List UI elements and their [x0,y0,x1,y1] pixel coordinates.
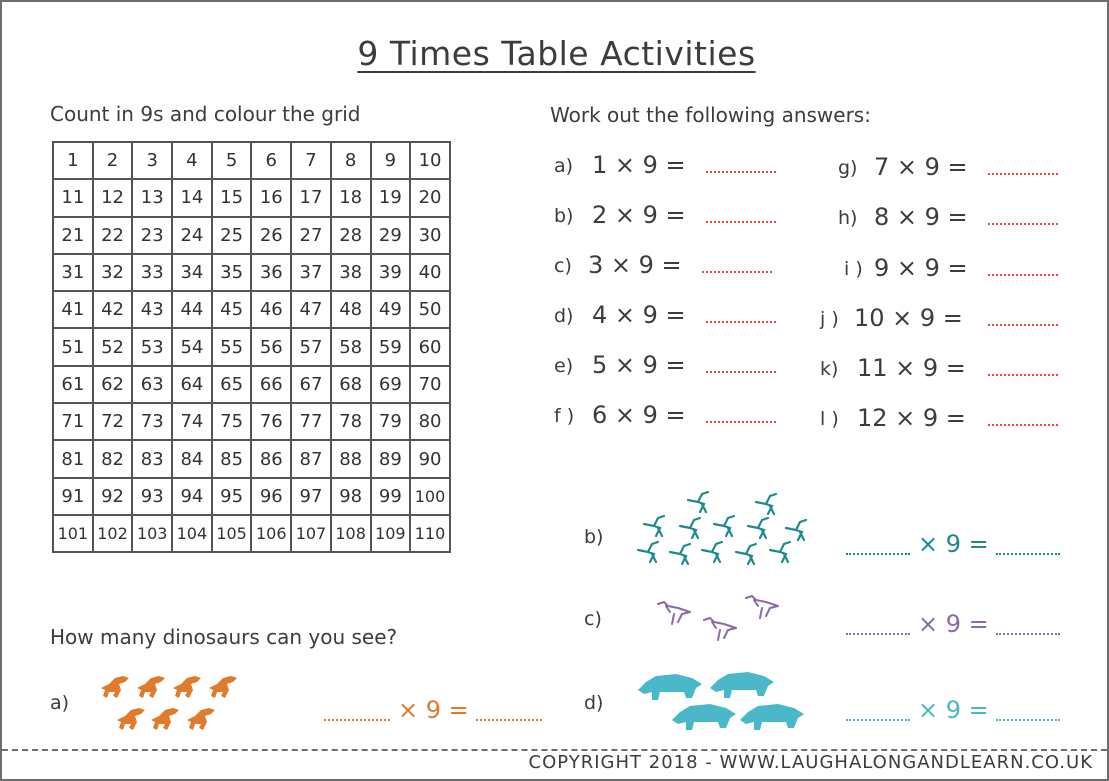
grid-cell[interactable]: 82 [93,440,133,477]
grid-row [53,328,450,365]
grid-cell[interactable]: 28 [331,217,371,254]
theropod-icon [704,618,736,640]
grid-cell[interactable]: 94 [172,478,212,515]
equation-expression: 2 × 9 = [592,201,686,229]
answer-blank[interactable] [996,632,1060,635]
grid-row [53,254,450,291]
grid-cell[interactable]: 45 [212,291,252,328]
grid-cell[interactable]: 19 [371,179,411,216]
answer-blank[interactable] [706,220,776,223]
grid-cell[interactable]: 106 [251,515,291,552]
equation-f [554,397,784,429]
ornithomimus-icon [638,542,658,562]
grid-cell[interactable]: 95 [212,478,252,515]
grid-cell[interactable]: 98 [331,478,371,515]
grid-cell[interactable]: 86 [251,440,291,477]
grid-cell[interactable]: 9 [371,142,411,179]
number-grid [52,141,451,553]
ornithomimus-icon [736,544,756,564]
equation-expression: 8 × 9 = [874,203,968,231]
equation-i [838,250,1068,282]
grid-cell[interactable]: 44 [172,291,212,328]
grid-instruction: Count in 9s and colour the grid [50,102,361,126]
count-blank[interactable] [846,718,910,721]
equation-label: f ) [554,405,575,427]
grid-cell[interactable]: 89 [371,440,411,477]
grid-cell[interactable]: 109 [371,515,411,552]
answer-blank[interactable] [988,323,1058,326]
grid-cell[interactable]: 108 [331,515,371,552]
grid-cell[interactable]: 59 [371,328,411,365]
grid-cell[interactable]: 84 [172,440,212,477]
equation-g [838,149,1068,181]
equation-label: e) [554,355,574,377]
grid-row [53,478,450,515]
raptor-icon [117,708,145,730]
grid-cell[interactable]: 14 [172,179,212,216]
grid-cell[interactable]: 16 [251,179,291,216]
grid-cell[interactable]: 47 [291,291,331,328]
grid-cell[interactable]: 23 [132,217,172,254]
grid-cell[interactable]: 77 [291,403,331,440]
count-blank[interactable] [846,632,910,635]
answer-blank[interactable] [988,273,1058,276]
grid-cell[interactable]: 17 [291,179,331,216]
grid-cell[interactable]: 75 [212,403,252,440]
equation-a [554,147,784,179]
grid-cell[interactable]: 93 [132,478,172,515]
grid-cell[interactable]: 1 [53,142,93,179]
grid-cell[interactable]: 12 [93,179,133,216]
raptor-icon [137,676,165,698]
grid-cell[interactable]: 96 [251,478,291,515]
grid-row [53,142,450,179]
equation-expression: 1 × 9 = [592,151,686,179]
equation-label: l ) [820,408,839,430]
grid-cell[interactable]: 53 [132,328,172,365]
grid-cell[interactable]: 18 [331,179,371,216]
page-title: 9 Times Table Activities [357,34,756,73]
equation-label: h) [838,207,858,229]
answer-blank[interactable] [988,222,1058,225]
grid-cell[interactable]: 100 [410,478,450,515]
grid-cell[interactable]: 55 [212,328,252,365]
theropod-icon-group [654,592,786,648]
grid-cell[interactable]: 52 [93,328,133,365]
grid-cell[interactable]: 107 [291,515,331,552]
grid-cell[interactable]: 74 [172,403,212,440]
grid-cell[interactable]: 64 [172,366,212,403]
equation-label: c) [554,255,572,277]
grid-cell[interactable]: 68 [331,366,371,403]
grid-cell[interactable]: 103 [132,515,172,552]
grid-cell[interactable]: 72 [93,403,133,440]
grid-cell[interactable]: 105 [212,515,252,552]
ankylosaurus-icon [638,674,702,700]
grid-cell[interactable]: 67 [291,366,331,403]
grid-row [53,179,450,216]
theropod-icon [746,596,778,618]
ankylosaurus-icons [638,672,804,730]
raptor-icon [187,708,215,730]
ornithomimus-icon [644,516,664,536]
theropod-icons [658,596,778,640]
grid-cell[interactable]: 104 [172,515,212,552]
raptor-icon [173,676,201,698]
grid-cell[interactable]: 3 [132,142,172,179]
grid-cell[interactable]: 35 [212,254,252,291]
equation-k [820,350,1070,382]
ornithomimus-icon [770,542,790,562]
equation-expression: 12 × 9 = [857,404,966,432]
grid-cell[interactable]: 78 [331,403,371,440]
ornithomimus-icon [702,542,722,562]
raptor-icon-group [97,672,247,742]
grid-cell[interactable]: 25 [212,217,252,254]
grid-cell[interactable]: 48 [331,291,371,328]
multiply-label: × 9 = [918,696,989,724]
grid-cell[interactable]: 101 [53,515,93,552]
equation-expression: 11 × 9 = [857,354,966,382]
grid-cell[interactable]: 13 [132,179,172,216]
grid-cell[interactable]: 31 [53,254,93,291]
equation-label: i ) [844,258,863,280]
equation-expression: 5 × 9 = [592,351,686,379]
grid-cell[interactable]: 40 [410,254,450,291]
answer-blank[interactable] [706,170,776,173]
ankylosaurus-icon [710,672,774,698]
ornithomimus-icon [680,518,700,538]
grid-cell[interactable]: 38 [331,254,371,291]
grid-row [53,366,450,403]
equation-label: g) [838,157,858,179]
equation-c [554,247,784,279]
grid-row [53,403,450,440]
answers-instruction: Work out the following answers: [550,103,871,127]
grid-cell[interactable]: 24 [172,217,212,254]
equation-expression: 9 × 9 = [874,254,968,282]
grid-cell[interactable]: 73 [132,403,172,440]
grid-cell[interactable]: 21 [53,217,93,254]
grid-cell[interactable]: 92 [93,478,133,515]
answer-blank[interactable] [996,718,1060,721]
grid-cell[interactable]: 11 [53,179,93,216]
grid-cell[interactable]: 29 [371,217,411,254]
grid-cell[interactable]: 66 [251,366,291,403]
grid-cell[interactable]: 91 [53,478,93,515]
grid-cell[interactable]: 22 [93,217,133,254]
raptor-icons [101,676,237,730]
ornithomimus-icon [756,494,776,514]
grid-cell[interactable]: 87 [291,440,331,477]
answer-blank[interactable] [702,270,772,273]
footer-divider [2,749,1107,751]
grid-cell[interactable]: 36 [251,254,291,291]
answer-blank[interactable] [988,373,1058,376]
count-blank[interactable] [846,552,910,555]
equation-j [820,300,1070,332]
grid-cell[interactable]: 39 [371,254,411,291]
answer-blank[interactable] [706,370,776,373]
grid-cell[interactable]: 34 [172,254,212,291]
raptor-icon [101,676,129,698]
grid-cell[interactable]: 20 [410,179,450,216]
ornithomimus-icons [638,492,806,564]
ornithomimus-icon [670,544,690,564]
copyright-text: COPYRIGHT 2018 - WWW.LAUGHALONGANDLEARN.CO.UK [528,752,1093,773]
grid-cell[interactable]: 79 [371,403,411,440]
ankylosaurus-icon [740,704,804,730]
grid-cell[interactable]: 8 [331,142,371,179]
grid-cell[interactable]: 80 [410,403,450,440]
grid-cell[interactable]: 71 [53,403,93,440]
grid-cell[interactable]: 7 [291,142,331,179]
grid-cell[interactable]: 42 [93,291,133,328]
equation-b [554,197,784,229]
ankylosaurus-icon [672,704,736,730]
grid-cell[interactable]: 110 [410,515,450,552]
grid-cell[interactable]: 69 [371,366,411,403]
grid-cell[interactable]: 26 [251,217,291,254]
ornithomimus-icon [786,520,806,540]
grid-cell[interactable]: 81 [53,440,93,477]
grid-cell[interactable]: 56 [251,328,291,365]
dinosaur-instruction: How many dinosaurs can you see? [50,625,398,649]
grid-cell[interactable]: 51 [53,328,93,365]
grid-cell[interactable]: 85 [212,440,252,477]
equation-h [838,199,1068,231]
raptor-icon [151,708,179,730]
multiply-label: × 9 = [918,530,989,558]
dinosaur-row-label: d) [584,692,604,714]
dinosaur-row-label: a) [50,692,70,714]
equation-expression: 10 × 9 = [854,304,963,332]
grid-cell[interactable]: 65 [212,366,252,403]
ankylosaurus-icon-group [634,668,810,736]
grid-cell[interactable]: 60 [410,328,450,365]
grid-cell[interactable]: 27 [291,217,331,254]
equation-d [554,297,784,329]
dinosaur-row-label: b) [584,526,604,548]
grid-cell[interactable]: 10 [410,142,450,179]
equation-label: b) [554,205,574,227]
theropod-icon [658,602,690,624]
grid-cell[interactable]: 99 [371,478,411,515]
count-blank[interactable] [324,718,390,721]
grid-row [53,291,450,328]
grid-cell[interactable]: 97 [291,478,331,515]
equation-e [554,347,784,379]
grid-cell[interactable]: 43 [132,291,172,328]
answer-blank[interactable] [476,718,542,721]
grid-cell[interactable]: 102 [93,515,133,552]
answer-blank[interactable] [988,423,1058,426]
grid-cell[interactable]: 30 [410,217,450,254]
multiply-label: × 9 = [918,610,989,638]
grid-cell[interactable]: 15 [212,179,252,216]
grid-cell[interactable]: 46 [251,291,291,328]
grid-row [53,440,450,477]
grid-cell[interactable]: 32 [93,254,133,291]
equation-label: j ) [820,308,839,330]
equation-expression: 3 × 9 = [588,251,682,279]
grid-cell[interactable]: 4 [172,142,212,179]
grid-cell[interactable]: 49 [371,291,411,328]
grid-cell[interactable]: 63 [132,366,172,403]
dinosaur-row-label: c) [584,608,602,630]
grid-cell[interactable]: 54 [172,328,212,365]
answer-blank[interactable] [996,552,1060,555]
grid-cell[interactable]: 61 [53,366,93,403]
grid-cell[interactable]: 58 [331,328,371,365]
ornithomimus-icon [748,518,768,538]
equation-expression: 4 × 9 = [592,301,686,329]
grid-cell[interactable]: 88 [331,440,371,477]
grid-cell[interactable]: 5 [212,142,252,179]
grid-row [53,217,450,254]
grid-cell[interactable]: 37 [291,254,331,291]
answer-blank[interactable] [706,320,776,323]
grid-cell[interactable]: 41 [53,291,93,328]
grid-cell[interactable]: 2 [93,142,133,179]
equation-label: d) [554,305,574,327]
grid-cell[interactable]: 50 [410,291,450,328]
answer-blank[interactable] [988,172,1058,175]
multiply-label: × 9 = [398,696,469,724]
ornithomimus-icon-group [634,488,816,572]
grid-cell[interactable]: 62 [93,366,133,403]
grid-cell[interactable]: 6 [251,142,291,179]
grid-cell[interactable]: 90 [410,440,450,477]
equation-l [820,400,1070,432]
ornithomimus-icon [714,516,734,536]
grid-cell[interactable]: 70 [410,366,450,403]
equation-expression: 7 × 9 = [874,153,968,181]
answer-blank[interactable] [706,420,776,423]
grid-cell[interactable]: 83 [132,440,172,477]
ornithomimus-icon [688,492,708,512]
equation-expression: 6 × 9 = [592,401,686,429]
grid-cell[interactable]: 33 [132,254,172,291]
grid-cell[interactable]: 76 [251,403,291,440]
equation-label: k) [820,358,839,380]
grid-row [53,515,450,552]
grid-cell[interactable]: 57 [291,328,331,365]
equation-label: a) [554,155,574,177]
raptor-icon [209,676,237,698]
